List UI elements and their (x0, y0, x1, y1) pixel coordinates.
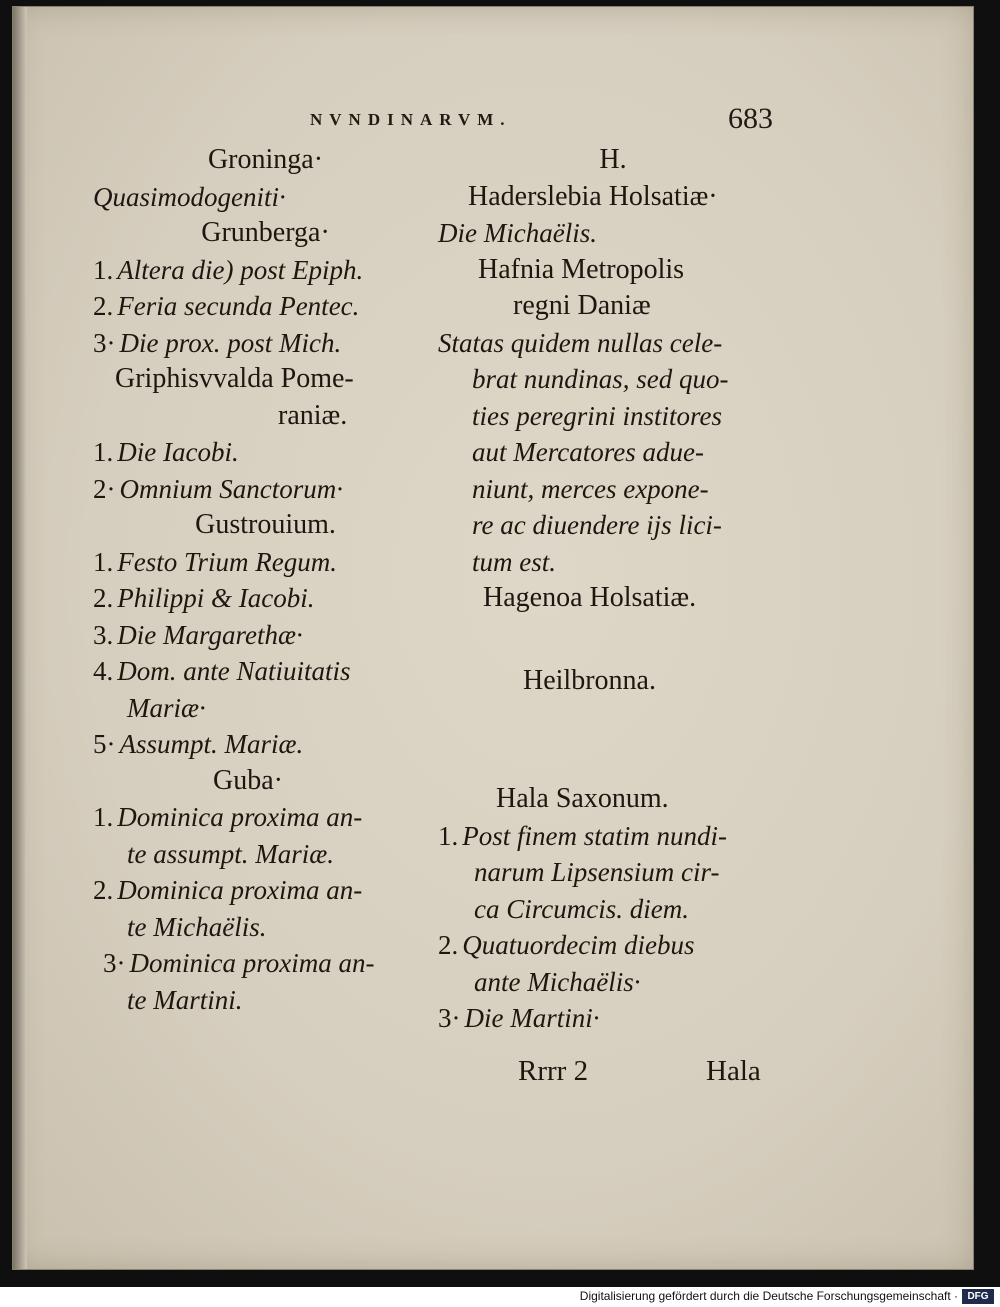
list-item: ca Circumcis. diem. (474, 893, 689, 924)
heading-groninga: Groninga· (207, 144, 324, 175)
heading-grunberga: Grunberga· (201, 217, 330, 248)
footer-credit: Digitalisierung gefördert durch die Deutsche Forschungsgemeinschaft · (579, 1289, 958, 1303)
entry-haderslebia: Die Michaëlis. (438, 218, 597, 248)
heading-griphisvvalda-cont: raniæ. (278, 399, 348, 431)
page-gutter (13, 7, 27, 1269)
text-line: re ac diuendere ijs lici- (472, 510, 722, 540)
list-item: 3. Die Margarethæ· (93, 619, 303, 650)
list-item: te Martini. (127, 984, 243, 1015)
entry-groninga: Quasimodogeniti· (93, 181, 286, 212)
heading-hafnia-cont: regni Daniæ (513, 290, 651, 321)
text-line: niunt, merces expone- (472, 473, 709, 504)
heading-haderslebia: Haderslebia Holsatiæ· (468, 180, 718, 212)
left-column (93, 142, 438, 1018)
spacer (438, 699, 788, 745)
heading-heilbronna: Heilbronna. (523, 664, 656, 696)
heading-guba: Guba· (213, 764, 283, 796)
list-item: 1. Post finem statim nundi- (438, 820, 727, 851)
list-item: 3· Die Martini· (438, 1003, 600, 1033)
page-number: 683 (728, 102, 773, 135)
spacer (438, 617, 788, 663)
list-item: 1. Altera die) post Epiph. (93, 254, 364, 285)
text-line: Statas quidem nullas cele- (438, 327, 723, 358)
list-item: 2. Philippi & Iacobi. (93, 583, 315, 613)
signature-mark: Rrrr 2 (518, 1055, 589, 1087)
heading-gustrouium: Gustrouium. (195, 509, 336, 540)
right-column (438, 142, 788, 1037)
heading-hala: Hala Saxonum. (496, 783, 669, 814)
digitization-footer (0, 1287, 1000, 1307)
list-item: Mariæ· (127, 692, 206, 723)
list-item: te Michaëlis. (127, 911, 267, 942)
list-item: 2. Quatuordecim diebus (438, 930, 695, 960)
spacer (438, 745, 788, 781)
list-item: 3· Dominica proxima an- (103, 948, 375, 978)
list-item: 1. Die Iacobi. (93, 437, 239, 467)
running-head: NVNDINARVM. (310, 110, 512, 129)
list-item: te assumpt. Mariæ. (127, 838, 335, 869)
text-line: brat nundinas, sed quo- (472, 364, 729, 394)
dfg-logo: DFG (962, 1289, 994, 1304)
heading-griphisvvalda: Griphisvvalda Pome- (115, 363, 354, 394)
text-line: ties peregrini institores (472, 400, 722, 431)
heading-hafnia: Hafnia Metropolis (478, 253, 685, 285)
list-item: 2. Feria secunda Pentec. (93, 291, 360, 321)
list-item: narum Lipsensium cir- (474, 857, 720, 887)
list-item: 1. Festo Trium Regum. (93, 546, 337, 577)
catchword: Hala (706, 1055, 761, 1087)
list-item: 4. Dom. ante Natiuitatis (93, 656, 351, 686)
letter-heading: H. (599, 144, 627, 175)
list-item: 3· Die prox. post Mich. (93, 327, 342, 358)
list-item: 5· Assumpt. Mariæ. (93, 729, 304, 759)
text-line: tum est. (472, 546, 556, 577)
text-line: aut Mercatores adue- (472, 437, 704, 467)
heading-hagenoa: Hagenoa Holsatiæ. (483, 582, 697, 613)
list-item: 2. Dominica proxima an- (93, 875, 363, 905)
list-item: ante Michaëlis· (474, 966, 641, 997)
list-item: 2· Omnium Sanctorum· (93, 473, 343, 504)
list-item: 1. Dominica proxima an- (93, 802, 363, 832)
